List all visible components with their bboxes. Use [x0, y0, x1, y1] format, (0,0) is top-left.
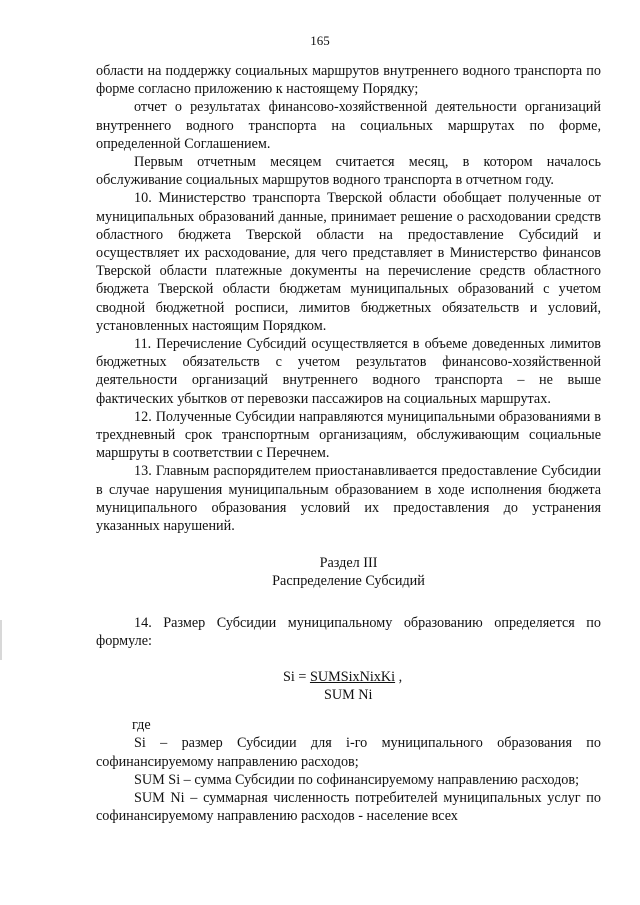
paragraph-12: 12. Полученные Субсидии направляются муниципальными образованиями в трехдневный срок транспортным организациям, обслуживающим социальные маршруты в соответствии с Перечнем.	[96, 408, 601, 462]
paragraph-13: 13. Главным распорядителем приостанавливается предоставление Субсидии в случае нарушения муниципальным образованием в ходе исполнения бюджета муниципального образования условий их предоставления до устранения указанных нарушений.	[96, 463, 601, 535]
paragraph-11: 11. Перечисление Субсидий осуществляется в объеме доведенных лимитов бюджетных обязательств с учетом результатов финансово-хозяйственной деятельности организаций внутреннего водного транспорта – не выше фактических убытков от перевозки пассажиров на социальных маршрутах.	[96, 336, 601, 407]
section-title: Распределение Субсидий	[272, 573, 425, 590]
formula-lhs: Si =	[283, 669, 310, 686]
paragraph-14: 14. Размер Субсидии муниципальному образованию определяется по формуле:	[96, 614, 601, 649]
paragraph-continuation: области на поддержку социальных маршрутов внутреннего водного транспорта по форме согласно приложению к настоящему Порядку;	[96, 63, 601, 98]
page-number: 165	[310, 33, 330, 48]
scan-edge-mark	[0, 620, 2, 660]
formula-suffix: ,	[395, 669, 403, 686]
formula-denominator: SUM Ni	[324, 687, 373, 704]
paragraph-10: 10. Министерство транспорта Тверской области обобщает полученные от муниципальных образований данные, принимает решение о расходовании средств областного бюджета Тверской области на предоставление Субсидий и осуществляет их расходование, для чего представляет в Министерство финансов Тверской области платежные документы на перечисление средств областного бюджета Тверской области бюджетам муниципальных образований с учетом сводной бюджетной росписи, лимитов бюджетных обязательств и условий, установленных настоящим Порядком.	[96, 190, 601, 334]
formula-numerator-line	[283, 668, 402, 686]
definition-si: Si – размер Субсидии для i-го муниципального образования по софинансируемому направлению расходов;	[96, 735, 601, 770]
formula-numerator: SUMSixNixKi	[309, 669, 396, 686]
paragraph-first-month: Первым отчетным месяцем считается месяц, в котором началось обслуживание социальных маршрутов водного транспорта в отчетном году.	[96, 154, 601, 189]
definition-sum-ni: SUM Ni – суммарная численность потребителей муниципальных услуг по софинансируемому направлению расходов - население всех	[96, 789, 601, 825]
where-label: где	[132, 717, 151, 734]
section-spacer	[96, 591, 601, 614]
paragraph-report: отчет о результатах финансово-хозяйственной деятельности организаций внутреннего водного транспорта на социальных маршрутах по форме, определенной Соглашением.	[96, 99, 601, 152]
section-label: Раздел III	[319, 555, 378, 572]
document-body	[96, 62, 601, 825]
definition-sum-si: SUM Si – сумма Субсидии по софинансируемому направлению расходов;	[134, 771, 580, 788]
subsidy-formula	[96, 668, 601, 708]
